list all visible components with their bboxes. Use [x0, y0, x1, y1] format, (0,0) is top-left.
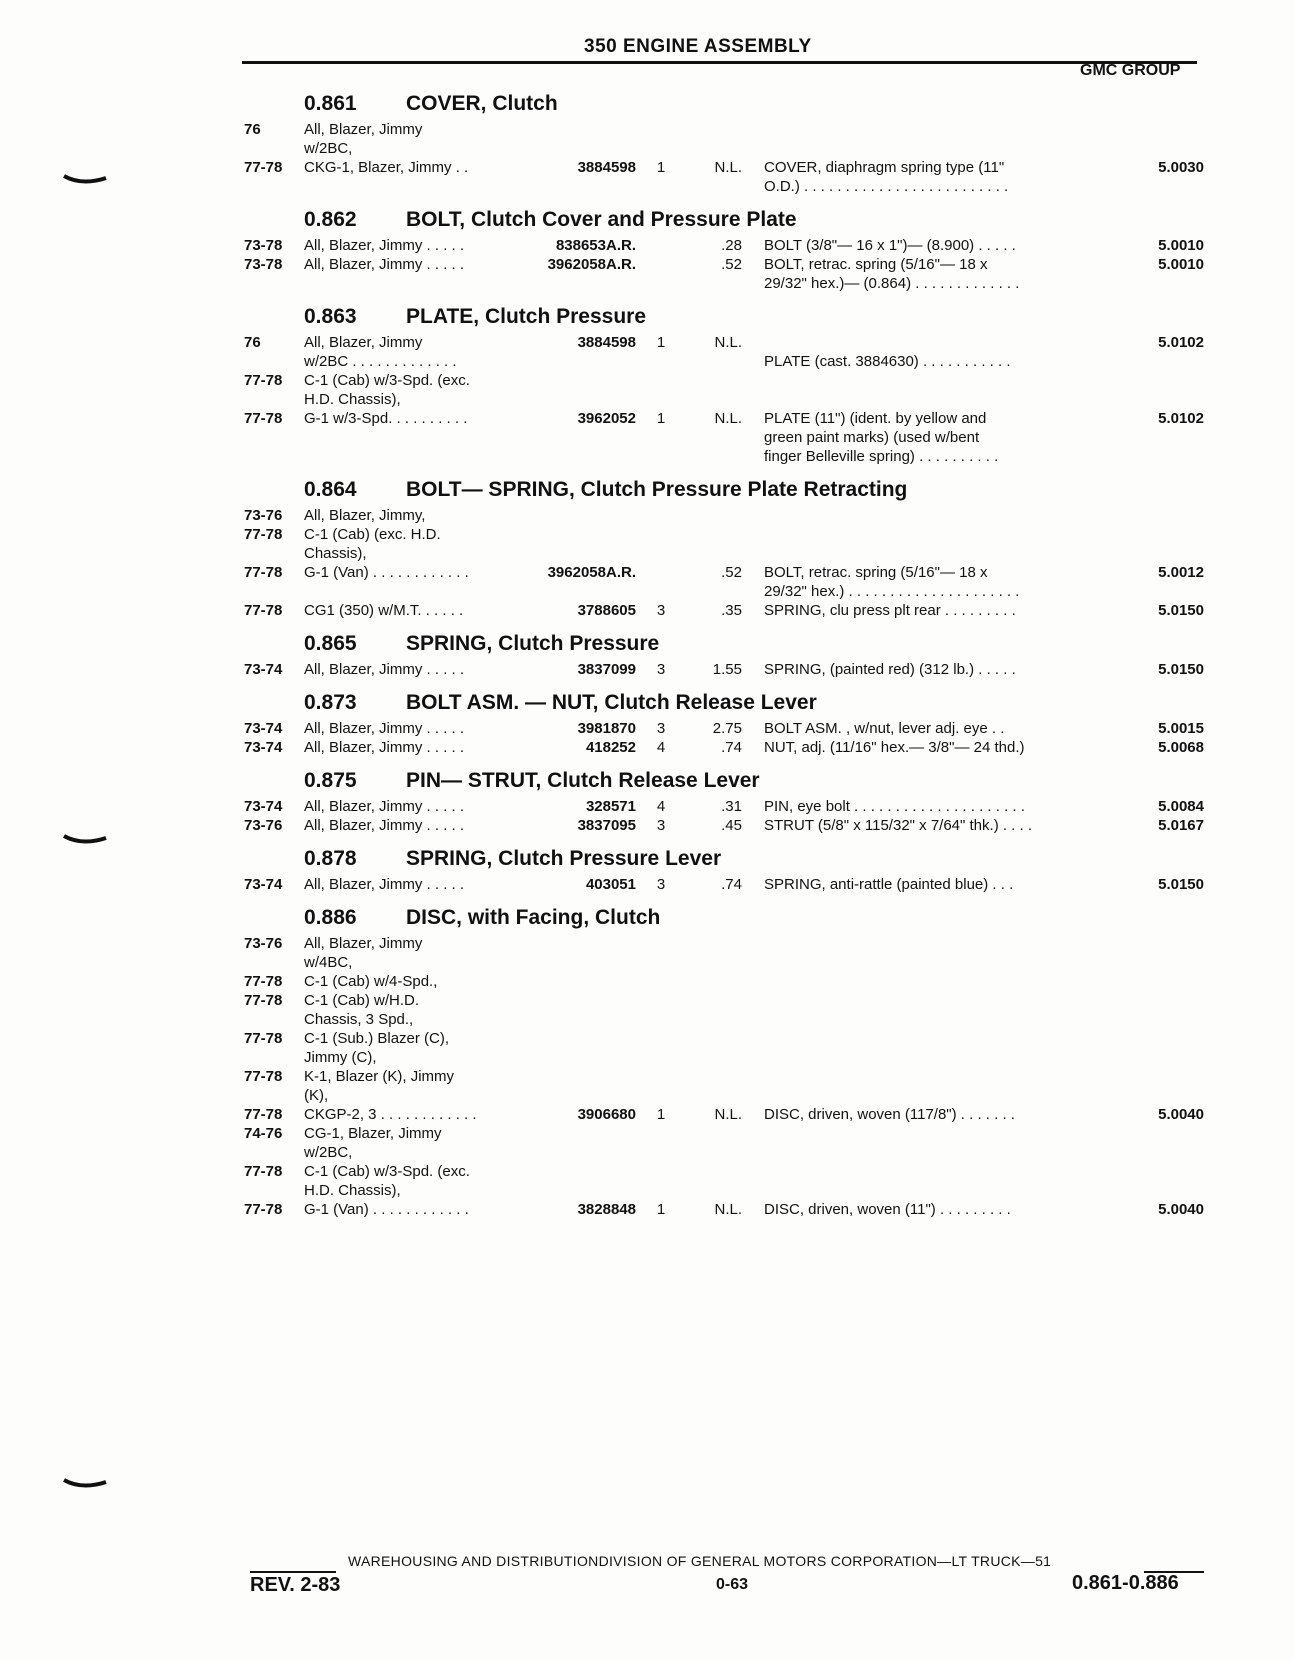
part-description: SPRING, clu press plt rear . . . . . . . . . — [764, 602, 1016, 619]
price: .28 — [721, 237, 742, 254]
quantity: 3 — [656, 661, 666, 678]
quantity: 1 — [656, 159, 666, 176]
price: N.L. — [714, 159, 742, 176]
catalog-group-number: 5.0010 — [1158, 237, 1204, 254]
price: .52 — [721, 564, 742, 581]
part-number: 3962058A.R. — [547, 564, 636, 581]
binder-hole-mark-2 — [62, 832, 108, 850]
section-title: BOLT, Clutch Cover and Pressure Plate — [406, 208, 797, 231]
model-years: 77-78 — [244, 372, 283, 389]
price: .74 — [721, 876, 742, 893]
part-number: 3837099 — [577, 661, 636, 678]
catalog-group-number: 5.0030 — [1158, 159, 1204, 176]
footer-publisher: WAREHOUSING AND DISTRIBUTIONDIVISION OF GENERAL MOTORS CORPORATION—LT TRUCK—51 — [348, 1553, 1052, 1569]
section-title: SPRING, Clutch Pressure — [406, 632, 660, 655]
catalog-group-number: 5.0040 — [1158, 1106, 1204, 1123]
part-description: BOLT, retrac. spring (5/16"— 18 x 29/32" hex.)— (0.864) . . . . . . . . . . . . . — [764, 256, 1020, 292]
quantity: 4 — [656, 798, 666, 815]
price: N.L. — [714, 1106, 742, 1123]
section — [244, 86, 1204, 202]
model-years: 76 — [244, 121, 261, 138]
model-years: 73-76 — [244, 817, 283, 834]
model-years: 73-76 — [244, 935, 283, 952]
part-number: 3788605 — [577, 602, 636, 619]
model-years: 77-78 — [244, 564, 283, 581]
part-description: DISC, driven, woven (11") . . . . . . . . . — [764, 1201, 1011, 1218]
section-title: PIN— STRUT, Clutch Release Lever — [406, 769, 760, 792]
catalog-group-number: 5.0167 — [1158, 817, 1204, 834]
part-row — [244, 934, 1204, 972]
part-number: 3981870 — [577, 720, 636, 737]
part-row — [244, 1162, 1204, 1200]
part-row — [244, 1067, 1204, 1105]
section — [244, 900, 1204, 1225]
quantity: 3 — [656, 817, 666, 834]
quantity: 3 — [656, 876, 666, 893]
model-years: 76 — [244, 334, 261, 351]
model-years: 74-76 — [244, 1125, 283, 1142]
model-years: 77-78 — [244, 1030, 283, 1047]
part-row — [244, 1105, 1204, 1124]
part-number: 3884598 — [577, 159, 636, 176]
catalog-group-number: 5.0102 — [1158, 410, 1204, 427]
price: N.L. — [714, 410, 742, 427]
model-years: 77-78 — [244, 410, 283, 427]
model-years: 73-76 — [244, 507, 283, 524]
part-number: 3884598 — [577, 334, 636, 351]
catalog-group-number: 5.0150 — [1158, 876, 1204, 893]
section-number: 0.863 — [304, 305, 357, 328]
part-row — [244, 972, 1204, 991]
model-years: 77-78 — [244, 1163, 283, 1180]
quantity: 1 — [656, 410, 666, 427]
section — [244, 202, 1204, 299]
price: 1.55 — [712, 661, 742, 678]
header-rule — [242, 61, 1197, 64]
application: All, Blazer, Jimmy . . . . . — [304, 798, 465, 815]
catalog-group-number: 5.0102 — [1158, 334, 1204, 351]
price: .45 — [721, 817, 742, 834]
model-years: 77-78 — [244, 526, 283, 543]
section — [244, 299, 1204, 472]
group-range: 0.861-0.886 — [1072, 1572, 1179, 1594]
part-number: 3828848 — [577, 1201, 636, 1218]
part-row — [244, 991, 1204, 1029]
part-row — [244, 875, 1204, 894]
catalog-group-number: 5.0015 — [1158, 720, 1204, 737]
part-description: DISC, driven, woven (117/8") . . . . . . . — [764, 1106, 1015, 1123]
application: CG-1, Blazer, Jimmy w/2BC, — [304, 1125, 442, 1161]
application: C-1 (Cab) w/3-Spd. (exc. H.D. Chassis), — [304, 372, 470, 408]
application: G-1 w/3-Spd. . . . . . . . . . — [304, 410, 468, 427]
section-number: 0.878 — [304, 847, 357, 870]
model-years: 77-78 — [244, 973, 283, 990]
section-heading — [244, 202, 1204, 236]
application: G-1 (Van) . . . . . . . . . . . . — [304, 1201, 469, 1218]
section-title: SPRING, Clutch Pressure Lever — [406, 847, 722, 870]
price: .35 — [721, 602, 742, 619]
part-row — [244, 660, 1204, 679]
part-row — [244, 1200, 1204, 1219]
application: All, Blazer, Jimmy . . . . . — [304, 817, 465, 834]
application: CKGP-2, 3 . . . . . . . . . . . . — [304, 1106, 477, 1123]
section — [244, 841, 1204, 900]
application: C-1 (Cab) w/4-Spd., — [304, 973, 438, 990]
quantity: 4 — [656, 739, 666, 756]
part-row — [244, 738, 1204, 757]
application: All, Blazer, Jimmy . . . . . — [304, 876, 465, 893]
model-years: 73-78 — [244, 237, 283, 254]
section-heading — [244, 626, 1204, 660]
catalog-group-number: 5.0068 — [1158, 739, 1204, 756]
section-number: 0.861 — [304, 92, 357, 115]
part-row — [244, 120, 1204, 158]
part-number: 403051 — [585, 876, 636, 893]
quantity: 1 — [656, 1201, 666, 1218]
part-row — [244, 255, 1204, 293]
part-row — [244, 333, 1204, 371]
part-number: 328571 — [585, 798, 636, 815]
section-heading — [244, 841, 1204, 875]
application: G-1 (Van) . . . . . . . . . . . . — [304, 564, 469, 581]
quantity: 1 — [656, 1106, 666, 1123]
part-description: COVER, diaphragm spring type (11" O.D.) . . . . . . . . . . . . . . . . . . . . . . . . . — [764, 159, 1009, 195]
section-heading — [244, 472, 1204, 506]
model-years: 77-78 — [244, 1068, 283, 1085]
section-title: BOLT— SPRING, Clutch Pressure Plate Retracting — [406, 478, 908, 501]
part-row — [244, 525, 1204, 563]
section-title: PLATE, Clutch Pressure — [406, 305, 647, 328]
part-row — [244, 158, 1204, 196]
part-row — [244, 1029, 1204, 1067]
model-years: 73-74 — [244, 798, 283, 815]
part-description: STRUT (5/8" x 115/32" x 7/64" thk.) . . . . — [764, 817, 1033, 834]
application: All, Blazer, Jimmy w/2BC . . . . . . . . . . . . . — [304, 334, 457, 370]
catalog-group-number: 5.0150 — [1158, 661, 1204, 678]
part-number: 3837095 — [577, 817, 636, 834]
price: .31 — [721, 798, 742, 815]
part-number: 418252 — [585, 739, 636, 756]
price: .52 — [721, 256, 742, 273]
part-number: 838653A.R. — [555, 237, 636, 254]
application: CKG-1, Blazer, Jimmy . . — [304, 159, 469, 176]
section-title: BOLT ASM. — NUT, Clutch Release Lever — [406, 691, 817, 714]
application: CG1 (350) w/M.T. . . . . . — [304, 602, 464, 619]
price: .74 — [721, 739, 742, 756]
application: C-1 (Cab) (exc. H.D. Chassis), — [304, 526, 441, 562]
part-number: 3906680 — [577, 1106, 636, 1123]
application: All, Blazer, Jimmy . . . . . — [304, 256, 465, 273]
part-row — [244, 506, 1204, 525]
catalog-group-number: 5.0040 — [1158, 1201, 1204, 1218]
application: All, Blazer, Jimmy w/4BC, — [304, 935, 423, 971]
part-row — [244, 409, 1204, 466]
part-row — [244, 719, 1204, 738]
section-number: 0.864 — [304, 478, 357, 501]
part-row — [244, 1124, 1204, 1162]
section — [244, 763, 1204, 841]
section — [244, 626, 1204, 685]
catalog-group-number: 5.0010 — [1158, 256, 1204, 273]
model-years: 73-74 — [244, 720, 283, 737]
model-years: 77-78 — [244, 1201, 283, 1218]
application: All, Blazer, Jimmy w/2BC, — [304, 121, 423, 157]
section-number: 0.865 — [304, 632, 357, 655]
section-heading — [244, 685, 1204, 719]
part-description: SPRING, anti-rattle (painted blue) . . . — [764, 876, 1014, 893]
part-description: PIN, eye bolt . . . . . . . . . . . . . . . . . . . . . — [764, 798, 1025, 815]
application: K-1, Blazer (K), Jimmy (K), — [304, 1068, 455, 1104]
application: C-1 (Sub.) Blazer (C), Jimmy (C), — [304, 1030, 450, 1066]
section-heading — [244, 299, 1204, 333]
part-row — [244, 816, 1204, 835]
section-number: 0.873 — [304, 691, 357, 714]
quantity: 3 — [656, 602, 666, 619]
page-title: 350 ENGINE ASSEMBLY — [584, 36, 812, 57]
quantity: 1 — [656, 334, 666, 351]
binder-hole-mark-3 — [62, 1476, 108, 1494]
model-years: 73-74 — [244, 876, 283, 893]
part-number: 3962052 — [577, 410, 636, 427]
part-description: PLATE (cast. 3884630) . . . . . . . . . . . — [764, 353, 1011, 370]
catalog-group-number: 5.0084 — [1158, 798, 1204, 815]
section-title: COVER, Clutch — [406, 92, 558, 115]
binder-hole-mark-1 — [62, 172, 108, 190]
part-description: BOLT (3/8"— 16 x 1")— (8.900) . . . . . — [764, 237, 1016, 254]
part-row — [244, 371, 1204, 409]
part-description: NUT, adj. (11/16" hex.— 3/8"— 24 thd.) — [764, 739, 1025, 756]
application: All, Blazer, Jimmy, — [304, 507, 426, 524]
application: C-1 (Cab) w/3-Spd. (exc. H.D. Chassis), — [304, 1163, 470, 1199]
part-row — [244, 601, 1204, 620]
catalog-group-number: 5.0012 — [1158, 564, 1204, 581]
part-row — [244, 563, 1204, 601]
section-heading — [244, 763, 1204, 797]
model-years: 73-74 — [244, 739, 283, 756]
model-years: 73-78 — [244, 256, 283, 273]
footer-rule-left — [250, 1571, 336, 1573]
part-description: PLATE (11") (ident. by yellow and green paint marks) (used w/bent finger Belleville spring) . . . . . . . . . . — [764, 410, 999, 465]
model-years: 77-78 — [244, 992, 283, 1009]
application: C-1 (Cab) w/H.D. Chassis, 3 Spd., — [304, 992, 420, 1028]
part-description: BOLT ASM. , w/nut, lever adj. eye . . — [764, 720, 1005, 737]
model-years: 77-78 — [244, 602, 283, 619]
application: All, Blazer, Jimmy . . . . . — [304, 661, 465, 678]
section — [244, 685, 1204, 763]
section-title: DISC, with Facing, Clutch — [406, 906, 661, 929]
part-row — [244, 797, 1204, 816]
model-years: 73-74 — [244, 661, 283, 678]
price: N.L. — [714, 334, 742, 351]
price: N.L. — [714, 1201, 742, 1218]
group-label: GMC GROUP — [1080, 62, 1181, 79]
catalog-group-number: 5.0150 — [1158, 602, 1204, 619]
part-number: 3962058A.R. — [547, 256, 636, 273]
quantity: 3 — [656, 720, 666, 737]
application: All, Blazer, Jimmy . . . . . — [304, 720, 465, 737]
application: All, Blazer, Jimmy . . . . . — [304, 739, 465, 756]
price: 2.75 — [712, 720, 742, 737]
part-description: BOLT, retrac. spring (5/16"— 18 x 29/32" hex.) . . . . . . . . . . . . . . . . . . . . . — [764, 564, 1020, 600]
section-number: 0.875 — [304, 769, 357, 792]
parts-listing — [244, 86, 1204, 1225]
section-heading — [244, 900, 1204, 934]
part-row — [244, 236, 1204, 255]
section — [244, 472, 1204, 626]
section-number: 0.886 — [304, 906, 357, 929]
section-heading — [244, 86, 1204, 120]
model-years: 77-78 — [244, 159, 283, 176]
model-years: 77-78 — [244, 1106, 283, 1123]
revision-label: REV. 2-83 — [250, 1574, 341, 1596]
application: All, Blazer, Jimmy . . . . . — [304, 237, 465, 254]
page-number: 0-63 — [716, 1576, 749, 1593]
part-description: SPRING, (painted red) (312 lb.) . . . . . — [764, 661, 1016, 678]
section-number: 0.862 — [304, 208, 357, 231]
